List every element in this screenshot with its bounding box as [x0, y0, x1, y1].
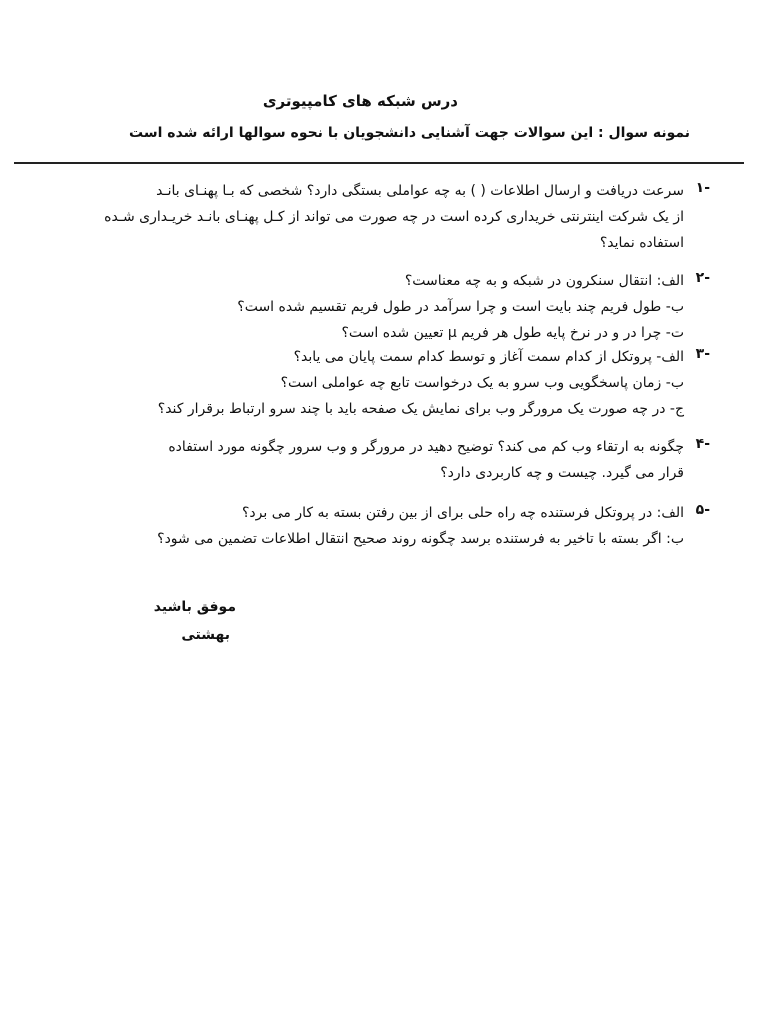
question-1-line-1: سرعت دریافت و ارسال اطلاعات ( ) به چه عواملی بستگی دارد؟ شخصی که بـا پهنـای بانـد [156, 183, 684, 199]
question-5-line-2: ب: اگر بسته با تاخیر به فرستنده برسد چگونه روند صحیح انتقال اطلاعات تضمین می شود؟ [157, 531, 684, 547]
question-4-line-1: چگونه به ارتقاء وب کم می کند؟ توضیح دهید در مرورگر و وب سرور چگونه مورد استفاده [168, 439, 684, 455]
question-5-number: -۵ [695, 502, 710, 518]
header-divider [14, 162, 744, 164]
question-3-line-3: ج- در چه صورت یک مرورگر وب برای نمایش یک صفحه باید با چند سرو ارتباط برقرار کند؟ [157, 401, 684, 417]
question-2-number: -۲ [695, 270, 710, 286]
question-1-line-3: استفاده نماید؟ [599, 235, 684, 251]
question-2-line-1: الف: انتقال سنکرون در شبکه و به چه معناست؟ [404, 273, 684, 289]
closing-text: موفق باشید [153, 599, 236, 615]
question-3-number: -۳ [695, 346, 710, 362]
question-2-line-3: ت- چرا در و در نرخ پایه طول هر فریم μ تعیین شده است؟ [341, 325, 684, 341]
question-1-number: -۱ [695, 180, 710, 196]
question-1-line-2: از یک شرکت اینترنتی خریداری کرده است در چه صورت می تواند از کـل پهنـای بانـد خریـداری شـده [104, 209, 684, 225]
question-3-line-2: ب- زمان پاسخگویی وب سرو به یک درخواست تابع چه عواملی است؟ [280, 375, 684, 391]
course-title: درس شبکه های کامپیوتری [262, 92, 458, 110]
signature: بهشتی [181, 627, 230, 643]
question-3-line-1: الف- پروتکل از کدام سمت آغاز و توسط کدام سمت پایان می یابد؟ [293, 349, 684, 365]
question-4-line-2: قرار می گیرد. چیست و چه کاربردی دارد؟ [440, 465, 684, 481]
exam-subtitle: نمونه سوال : این سوالات جهت آشنایی دانشجویان با نحوه سوالها ارائه شده است [129, 125, 690, 141]
question-4-number: -۴ [695, 436, 710, 452]
question-5-line-1: الف: در پروتکل فرستنده چه راه حلی برای از بین رفتن بسته به کار می برد؟ [241, 505, 684, 521]
question-2-line-2: ب- طول فریم چند بایت است و چرا سرآمد در طول فریم تقسیم شده است؟ [237, 299, 684, 315]
